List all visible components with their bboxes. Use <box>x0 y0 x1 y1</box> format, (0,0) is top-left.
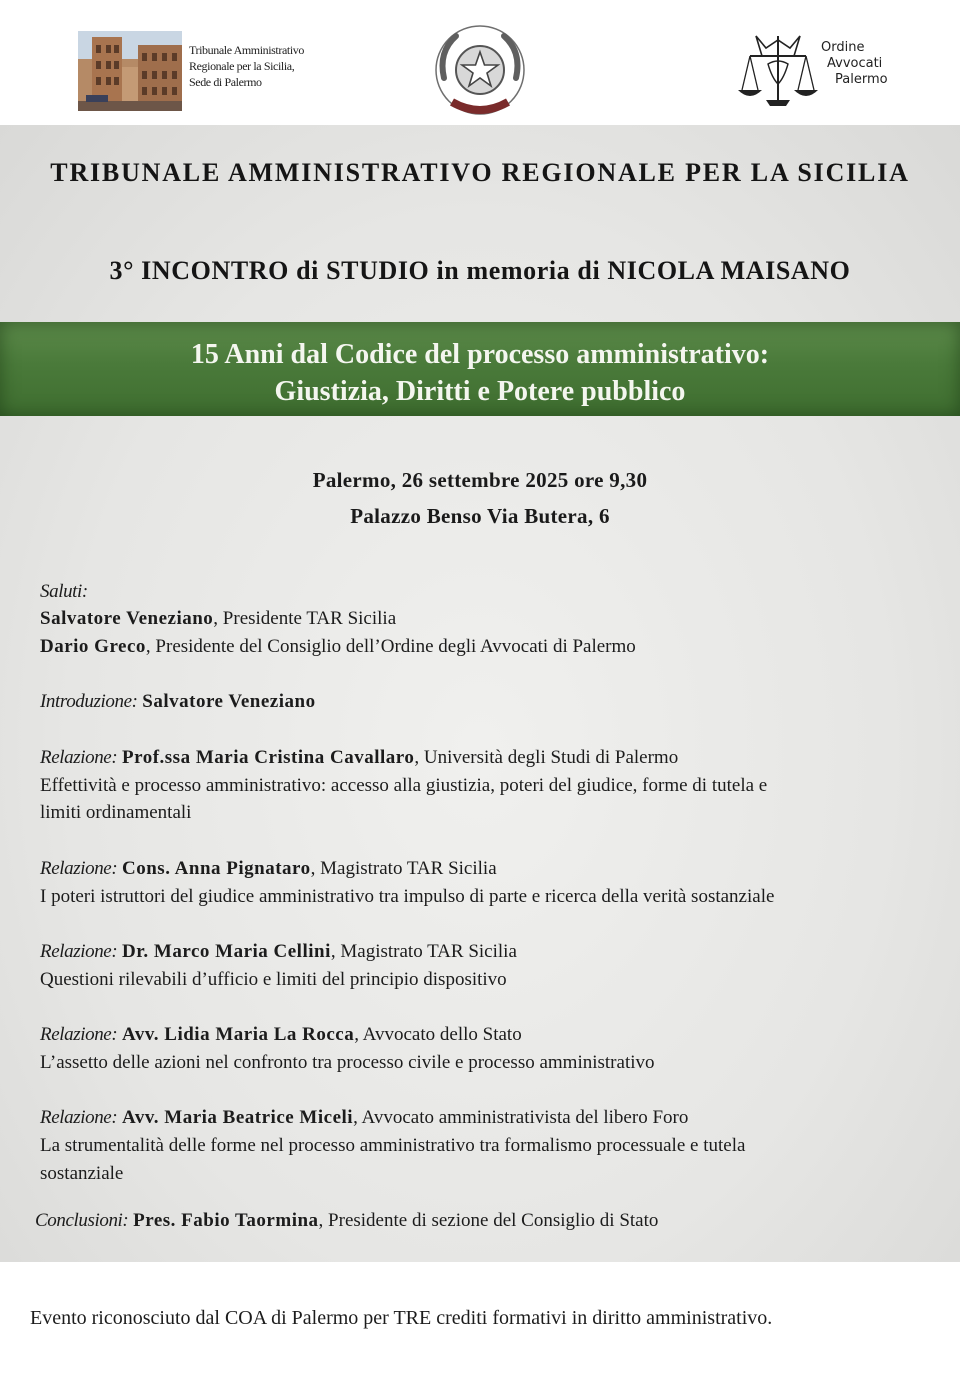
speaker-name: Avv. Maria Beatrice Miceli <box>122 1107 354 1128</box>
talk-topic: limiti ordinamentali <box>40 802 192 823</box>
theme-banner <box>0 322 960 416</box>
saluti-label: Saluti: <box>40 581 88 602</box>
ordine-line: Ordine <box>821 40 865 55</box>
speaker-name: Pres. Fabio Taormina <box>133 1210 319 1231</box>
speaker-name: Salvatore Veneziano <box>40 608 214 629</box>
session-label: Relazione: <box>40 1024 118 1045</box>
credits-note: Evento riconosciuto dal COA di Palermo per TRE crediti formativi in diritto amministrativo. <box>30 1307 773 1329</box>
event-datetime: Palermo, 26 settembre 2025 ore 9,30 <box>312 468 648 492</box>
tar-institution-caption <box>189 42 304 90</box>
header <box>0 0 960 125</box>
talk-topic: L’assetto delle azioni nel confronto tra processo civile e processo amministrativo <box>40 1052 655 1073</box>
talk-topic: La strumentalità delle forme nel processo amministrativo tra formalismo processuale e tutela <box>40 1135 746 1156</box>
conclusioni-entry <box>35 1207 658 1235</box>
relazione-entry <box>40 1021 522 1049</box>
banner-line-2: Giustizia, Diritti e Potere pubblico <box>274 376 686 407</box>
tribunal-title: TRIBUNALE AMMINISTRATIVO REGIONALE PER LA SICILIA <box>50 158 910 187</box>
session-label: Relazione: <box>40 747 118 768</box>
speaker-name: Dario Greco <box>40 636 146 657</box>
speaker-role: , Presidente TAR Sicilia <box>213 608 397 629</box>
repubblica-italiana-emblem-icon <box>430 22 530 122</box>
ordine-avvocati-logo <box>736 30 886 110</box>
speaker-name: Dr. Marco Maria Cellini <box>122 941 331 962</box>
ordine-caption <box>821 40 888 88</box>
institution-line: Regionale per la Sicilia, <box>189 59 295 73</box>
talk-topic: Effettività e processo amministrativo: accesso alla giustizia, poteri del giudice, forme di tutela e <box>40 775 768 796</box>
speaker-role: , Presidente di sezione del Consiglio di Stato <box>318 1210 659 1231</box>
program-entry <box>40 633 636 661</box>
talk-topic: sostanziale <box>40 1163 124 1184</box>
relazione-entry <box>40 855 497 883</box>
session-label: Relazione: <box>40 1107 118 1128</box>
program-entry <box>40 605 396 633</box>
relazione-entry <box>40 744 678 772</box>
ordine-line: Avvocati <box>827 56 883 71</box>
institution-line: Tribunale Amministrativo <box>189 43 304 57</box>
session-label: Relazione: <box>40 858 118 879</box>
session-label: Introduzione: <box>40 691 138 712</box>
speaker-name: Avv. Lidia Maria La Rocca <box>122 1024 355 1045</box>
speaker-role: , Magistrato TAR Sicilia <box>330 941 517 962</box>
talk-topic: Questioni rilevabili d’ufficio e limiti del principio dispositivo <box>40 969 507 990</box>
banner-line-1: 15 Anni dal Codice del processo amministrativo: <box>190 339 770 370</box>
talk-topic: I poteri istruttori del giudice amministrativo tra impulso di parte e ricerca della verità sostanziale <box>40 886 775 907</box>
relazione-entry <box>40 1104 688 1132</box>
introduzione-entry <box>40 688 316 716</box>
event-title: 3° INCONTRO di STUDIO in memoria di NICOLA MAISANO <box>109 256 851 285</box>
institution-line: Sede di Palermo <box>189 75 262 89</box>
tar-building-photo <box>78 31 182 111</box>
relazione-entry <box>40 938 517 966</box>
speaker-role: , Università degli Studi di Palermo <box>414 747 679 768</box>
event-location: Palazzo Benso Via Butera, 6 <box>350 504 610 528</box>
venue-block <box>0 462 960 534</box>
speaker-name: Prof.ssa Maria Cristina Cavallaro <box>122 747 415 768</box>
speaker-role: , Avvocato dello Stato <box>354 1024 522 1045</box>
session-label: Relazione: <box>40 941 118 962</box>
session-label: Conclusioni: <box>35 1210 129 1231</box>
speaker-name: Cons. Anna Pignataro <box>122 858 311 879</box>
speaker-role: , Magistrato TAR Sicilia <box>310 858 497 879</box>
ordine-line: Palermo <box>835 72 888 87</box>
speaker-role: , Presidente del Consiglio dell’Ordine degli Avvocati di Palermo <box>145 636 636 657</box>
speaker-name: Salvatore Veneziano <box>142 691 316 712</box>
speaker-role: , Avvocato amministrativista del libero Foro <box>353 1107 689 1128</box>
